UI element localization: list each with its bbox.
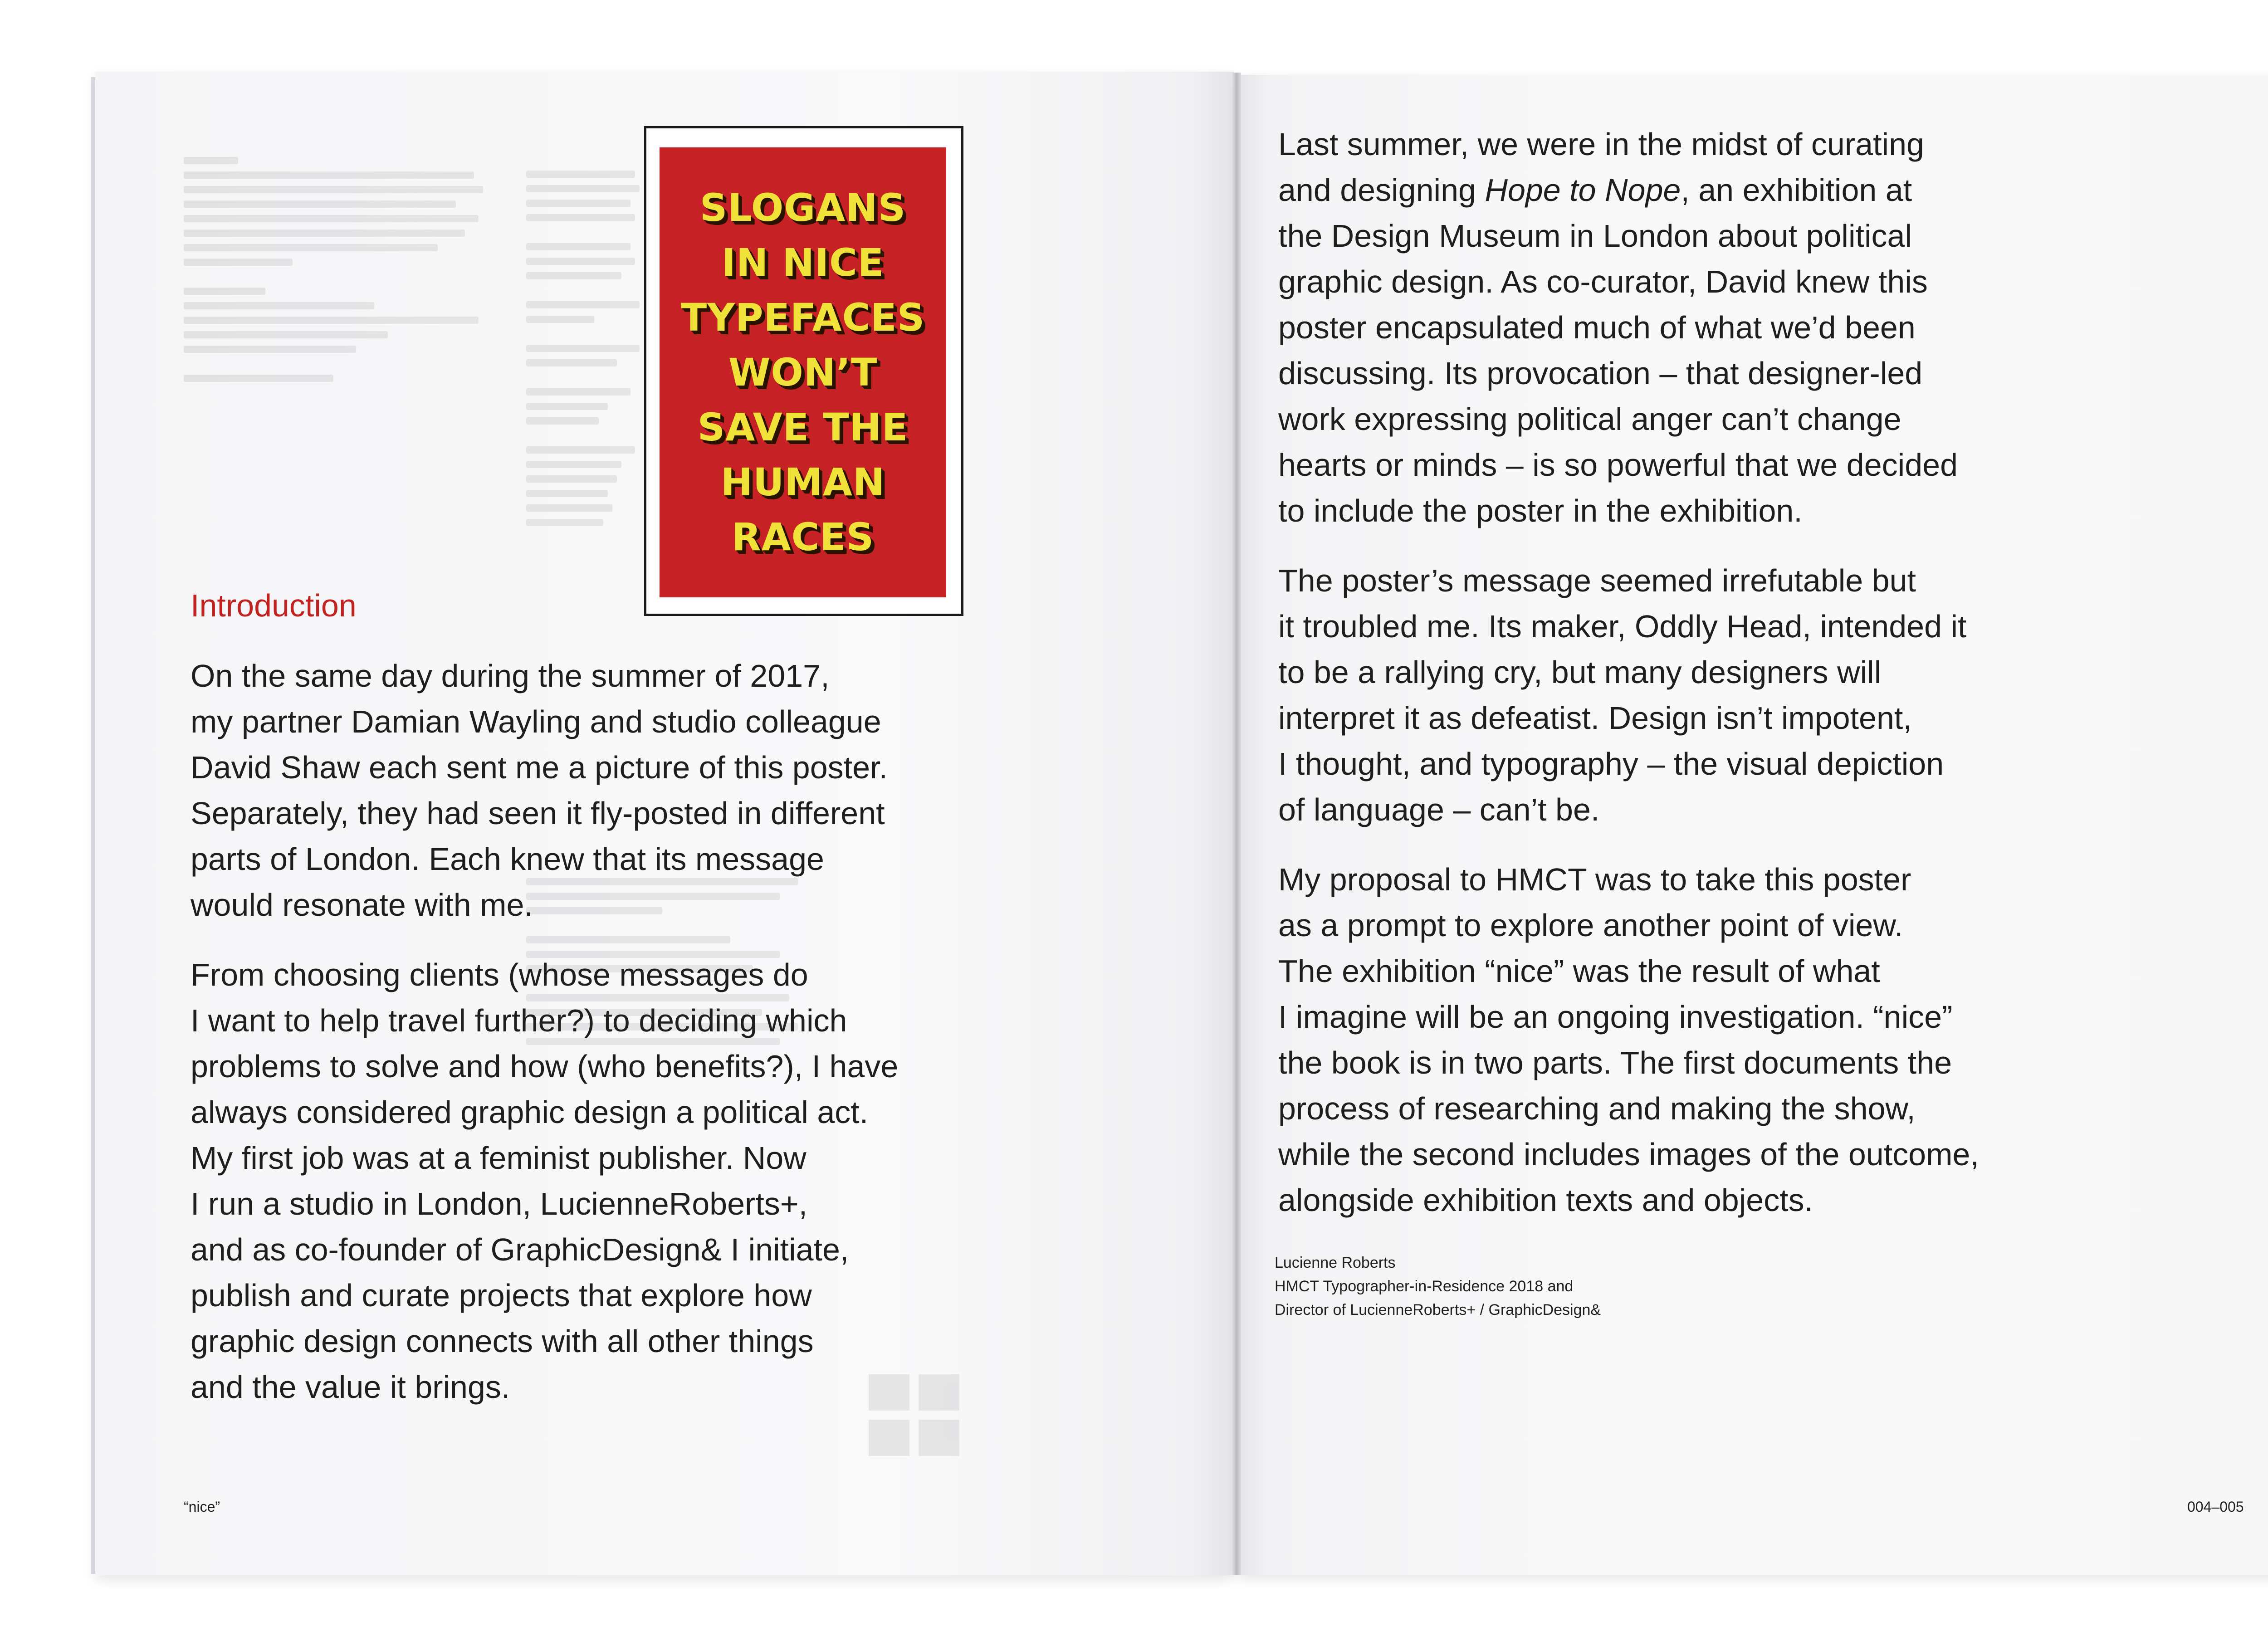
text-run: alongside exhibition texts and objects. bbox=[1278, 1182, 1813, 1218]
text-line bbox=[1278, 167, 1979, 213]
paragraph bbox=[1278, 122, 1979, 534]
text-line bbox=[1278, 650, 1979, 695]
italic-title: Hope to Nope bbox=[1485, 172, 1681, 208]
text-line bbox=[1278, 213, 1979, 259]
poster-line: TYPEFACES bbox=[680, 295, 925, 340]
text-line: Separately, they had seen it fly-posted in different bbox=[191, 796, 885, 831]
text-run: of language – can’t be. bbox=[1278, 792, 1600, 827]
left-body-text bbox=[191, 653, 898, 1434]
paragraph bbox=[191, 653, 898, 928]
text-line bbox=[1278, 741, 1979, 787]
text-line: From choosing clients (whose messages do bbox=[191, 957, 808, 992]
author-credit bbox=[1275, 1251, 1601, 1322]
text-run: to include the poster in the exhibition. bbox=[1278, 493, 1803, 528]
text-run: and designing bbox=[1278, 172, 1485, 208]
text-run: discussing. Its provocation – that designer-led bbox=[1278, 356, 1923, 391]
text-run: interpret it as defeatist. Design isn’t impotent, bbox=[1278, 700, 1912, 736]
text-line bbox=[1278, 351, 1979, 396]
text-line: parts of London. Each knew that its message bbox=[191, 841, 824, 877]
text-line bbox=[1278, 1086, 1979, 1132]
text-run: Last summer, we were in the midst of curating bbox=[1278, 127, 1924, 162]
paragraph bbox=[1278, 857, 1979, 1223]
text-run: My proposal to HMCT was to take this poster bbox=[1278, 862, 1911, 897]
text-line: would resonate with me. bbox=[191, 887, 533, 923]
text-line bbox=[1278, 1177, 1979, 1223]
text-run: work expressing political anger can’t change bbox=[1278, 401, 1901, 437]
footer-page-numbers: 004–005 bbox=[2187, 1499, 2244, 1515]
text-run: I imagine will be an ongoing investigation. “nice” bbox=[1278, 999, 1953, 1035]
text-run: The poster’s message seemed irrefutable but bbox=[1278, 563, 1916, 598]
text-line bbox=[1278, 488, 1979, 534]
poster-line: SLOGANS bbox=[699, 185, 906, 230]
credit-name: Lucienne Roberts bbox=[1275, 1254, 1396, 1271]
credit-affiliation: Director of LucienneRoberts+ / GraphicDesign& bbox=[1275, 1301, 1601, 1319]
show-through-text-middle bbox=[526, 163, 644, 533]
text-run: as a prompt to explore another point of view. bbox=[1278, 908, 1903, 943]
text-line: my partner Damian Wayling and studio colleague bbox=[191, 704, 881, 739]
poster-line: WON’T bbox=[728, 350, 878, 395]
paragraph bbox=[191, 952, 898, 1410]
text-line: always considered graphic design a political act. bbox=[191, 1094, 869, 1130]
text-line bbox=[1278, 1040, 1979, 1086]
text-line: publish and curate projects that explore how bbox=[191, 1278, 812, 1313]
text-line bbox=[1278, 259, 1979, 305]
text-line bbox=[1278, 442, 1979, 488]
poster-line: HUMAN bbox=[720, 459, 885, 504]
paragraph bbox=[1278, 558, 1979, 833]
footer-book-title: “nice” bbox=[184, 1499, 220, 1515]
text-run: hearts or minds – is so powerful that we decided bbox=[1278, 447, 1958, 483]
text-line bbox=[1278, 1132, 1979, 1177]
text-line: I want to help travel further?) to deciding which bbox=[191, 1003, 847, 1038]
poster-line: RACES bbox=[731, 514, 875, 559]
poster-line: SAVE THE bbox=[697, 405, 909, 449]
text-run: graphic design. As co-curator, David knew this bbox=[1278, 264, 1928, 299]
text-line: problems to solve and how (who benefits?), I have bbox=[191, 1049, 899, 1084]
text-line: graphic design connects with all other things bbox=[191, 1324, 814, 1359]
text-run: I thought, and typography – the visual depiction bbox=[1278, 746, 1944, 781]
text-line bbox=[1278, 787, 1979, 833]
right-body-text bbox=[1278, 122, 1979, 1247]
text-run: the Design Museum in London about political bbox=[1278, 218, 1912, 254]
text-line bbox=[1278, 305, 1979, 351]
text-line bbox=[1278, 857, 1979, 903]
book-gutter bbox=[1232, 73, 1241, 1575]
text-run: process of researching and making the show, bbox=[1278, 1091, 1916, 1126]
text-line: David Shaw each sent me a picture of this poster. bbox=[191, 750, 888, 785]
text-line bbox=[1278, 903, 1979, 948]
text-run: , an exhibition at bbox=[1681, 172, 1912, 208]
text-run: it troubled me. Its maker, Oddly Head, intended it bbox=[1278, 609, 1967, 644]
text-line: My first job was at a feminist publisher. Now bbox=[191, 1140, 807, 1176]
text-run: to be a rallying cry, but many designers will bbox=[1278, 654, 1882, 690]
text-line bbox=[1278, 695, 1979, 741]
text-line bbox=[1278, 948, 1979, 994]
credit-role: HMCT Typographer-in-Residence 2018 and bbox=[1275, 1278, 1574, 1295]
slogan-poster bbox=[660, 147, 946, 597]
text-line: On the same day during the summer of 2017, bbox=[191, 658, 830, 694]
text-line bbox=[1278, 604, 1979, 650]
poster-image-frame bbox=[644, 126, 963, 616]
text-line: and as co-founder of GraphicDesign& I initiate, bbox=[191, 1232, 849, 1267]
text-line: and the value it brings. bbox=[191, 1369, 510, 1405]
poster-line: IN NICE bbox=[721, 240, 885, 285]
text-line bbox=[1278, 396, 1979, 442]
text-run: The exhibition “nice” was the result of what bbox=[1278, 953, 1880, 989]
introduction-heading: Introduction bbox=[191, 588, 357, 623]
text-run: the book is in two parts. The first documents the bbox=[1278, 1045, 1952, 1080]
text-run: while the second includes images of the outcome, bbox=[1278, 1137, 1979, 1172]
show-through-text-left bbox=[184, 150, 501, 389]
text-line bbox=[1278, 994, 1979, 1040]
text-run: poster encapsulated much of what we’d been bbox=[1278, 310, 1916, 345]
text-line: I run a studio in London, LucienneRoberts+, bbox=[191, 1186, 808, 1221]
text-line bbox=[1278, 122, 1979, 167]
text-line bbox=[1278, 558, 1979, 604]
